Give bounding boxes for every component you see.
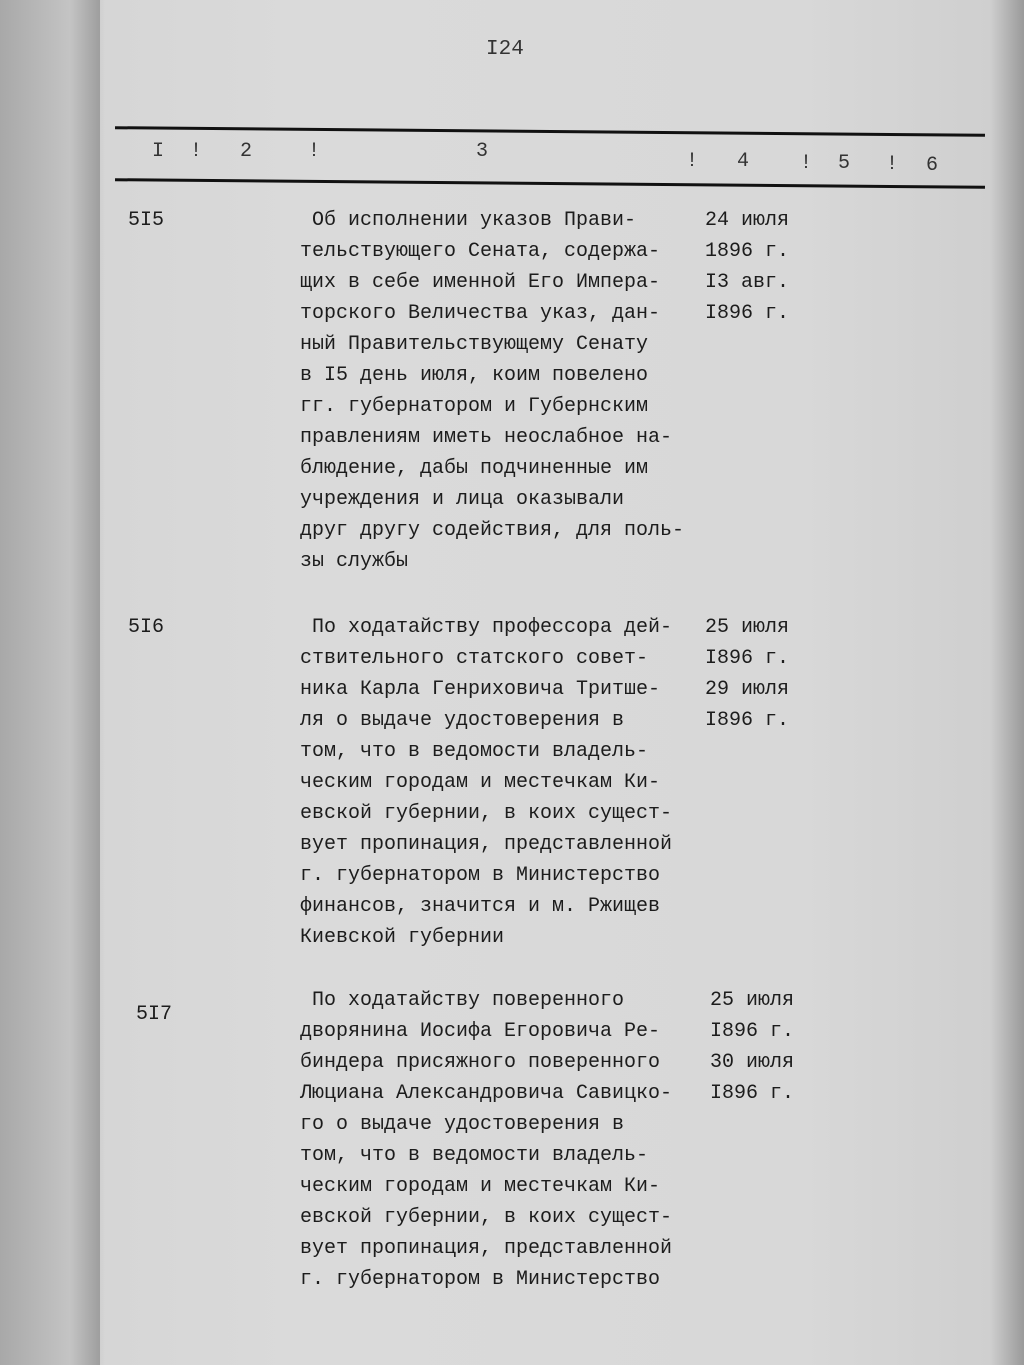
entry-dates: [705, 205, 815, 329]
entry-number: 5I7: [136, 1003, 173, 1026]
text-line: ствительного статского совет-: [300, 647, 649, 670]
text-line: зы службы: [300, 550, 409, 573]
page-number: I24: [486, 38, 524, 61]
text-line: ческим городам и местечкам Ки-: [300, 1175, 661, 1198]
text-line: ника Карла Генриховича Тритше-: [300, 678, 661, 701]
date-end-year: I896 г.: [705, 709, 790, 732]
table-header-bottom-rule: [115, 178, 985, 189]
text-line: том, что в ведомости владель-: [300, 740, 649, 763]
header-sep: !: [800, 152, 813, 175]
header-sep: !: [686, 150, 699, 173]
header-sep: !: [308, 140, 321, 163]
text-line: вует пропинация, представленной: [300, 833, 673, 856]
text-line: друг другу содействия, для поль-: [300, 519, 685, 542]
header-sep: !: [190, 140, 203, 163]
text-line: ный Правительствующему Сенату: [300, 333, 649, 356]
text-line: правлениям иметь неослабное на-: [300, 426, 673, 449]
text-line: блюдение, дабы подчиненные им: [300, 457, 649, 480]
entry-number: 5I6: [128, 616, 165, 639]
text-line: По ходатайству поверенного: [300, 989, 625, 1012]
text-line: торского Величества указ, дан-: [300, 302, 661, 325]
text-line: тельствующего Сената, содержа-: [300, 240, 661, 263]
entry-description: [300, 205, 695, 577]
text-line: евской губернии, в коих сущест-: [300, 1206, 673, 1229]
date-end: 29 июля: [705, 678, 790, 701]
entry-dates: [710, 985, 820, 1109]
text-line: в I5 день июля, коим повелено: [300, 364, 649, 387]
entry-description: [300, 985, 695, 1295]
text-line: учреждения и лица оказывали: [300, 488, 625, 511]
header-col-6: 6: [926, 154, 939, 177]
text-line: г. губернатором в Министерство: [300, 864, 661, 887]
text-line: щих в себе именной Его Импера-: [300, 271, 661, 294]
table-header-top-rule: [115, 126, 985, 137]
entry-dates: [705, 612, 815, 736]
date-start-year: 1896 г.: [705, 240, 790, 263]
text-line: том, что в ведомости владель-: [300, 1144, 649, 1167]
date-start: 24 июля: [705, 209, 790, 232]
header-col-4: 4: [737, 150, 750, 173]
date-start-year: I896 г.: [710, 1020, 795, 1043]
text-line: ля о выдаче удостоверения в: [300, 709, 625, 732]
date-end-year: I896 г.: [705, 302, 790, 325]
text-line: дворянина Иосифа Егоровича Ре-: [300, 1020, 661, 1043]
text-line: евской губернии, в коих сущест-: [300, 802, 673, 825]
text-line: биндера присяжного поверенного: [300, 1051, 661, 1074]
text-line: По ходатайству профессора дей-: [300, 616, 673, 639]
header-sep: !: [886, 153, 899, 176]
date-start: 25 июля: [705, 616, 790, 639]
text-line: Об исполнении указов Прави-: [300, 209, 637, 232]
header-col-2: 2: [240, 140, 253, 163]
text-line: вует пропинация, представленной: [300, 1237, 673, 1260]
text-line: Люциана Александровича Савицко-: [300, 1082, 673, 1105]
text-line: ческим городам и местечкам Ки-: [300, 771, 661, 794]
header-col-5: 5: [838, 152, 851, 175]
date-end-year: I896 г.: [710, 1082, 795, 1105]
date-end: I3 авг.: [705, 271, 790, 294]
text-line: г. губернатором в Министерство: [300, 1268, 661, 1291]
header-col-1: I: [152, 140, 165, 163]
text-line: го о выдаче удостоверения в: [300, 1113, 625, 1136]
previous-page-edge: [0, 0, 100, 1365]
header-col-3: 3: [476, 140, 489, 163]
entry-number: 5I5: [128, 209, 165, 232]
text-line: Киевской губернии: [300, 926, 505, 949]
date-end: 30 июля: [710, 1051, 795, 1074]
entry-description: [300, 612, 695, 953]
text-line: гг. губернатором и Губернским: [300, 395, 649, 418]
text-line: финансов, значится и м. Ржищев: [300, 895, 661, 918]
date-start: 25 июля: [710, 989, 795, 1012]
date-start-year: I896 г.: [705, 647, 790, 670]
